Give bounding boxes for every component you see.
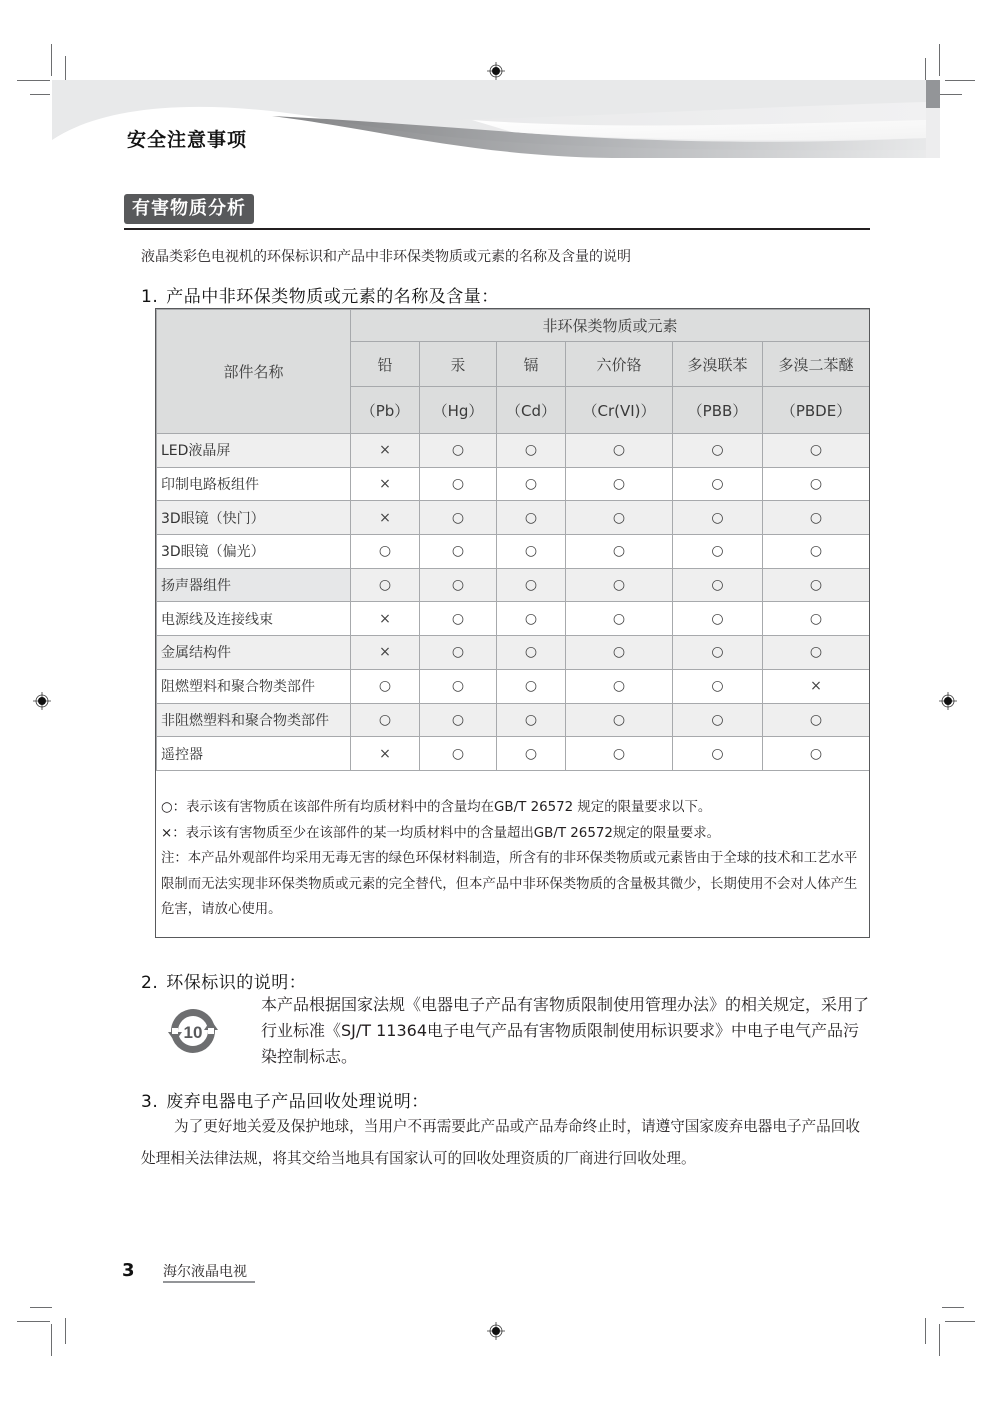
table-notes xyxy=(161,795,861,923)
environmental-protection-use-period-10-icon xyxy=(166,1008,220,1054)
crop-mark xyxy=(940,94,962,95)
value-cell: ○ xyxy=(763,501,870,535)
value-cell: ○ xyxy=(351,669,420,703)
crop-mark xyxy=(925,1318,926,1344)
part-name: 阻燃塑料和聚合物类部件 xyxy=(157,669,351,703)
value-cell: ○ xyxy=(673,602,763,636)
substance-name-cd: 镉 xyxy=(497,342,566,387)
value-cell: ○ xyxy=(566,501,673,535)
value-cell: ○ xyxy=(673,703,763,737)
substance-symbol-pbde: （PBDE） xyxy=(763,387,870,434)
value-cell: ○ xyxy=(673,501,763,535)
value-cell: ○ xyxy=(420,467,497,501)
section-title-tag: 有害物质分析 xyxy=(124,194,254,224)
crop-mark xyxy=(939,1324,940,1356)
page-header-title: 安全注意事项 xyxy=(127,129,248,151)
part3-number: 3. xyxy=(141,1092,159,1112)
table-row xyxy=(157,467,870,501)
note-remark: 注：本产品外观部件均采用无毒无害的绿色环保材料制造，所含有的非环保类物质或元素皆由于全球的技术和工艺水平限制而无法实现非环保类物质或元素的完全替代，但本产品中非环保类物质的含量极其微少，长期使用不会对人体产生危害，请放心使用。 xyxy=(161,851,858,917)
value-cell: ○ xyxy=(566,535,673,569)
value-cell: ○ xyxy=(497,602,566,636)
part-name: 遥控器 xyxy=(157,737,351,771)
value-cell: ○ xyxy=(420,703,497,737)
value-cell: ○ xyxy=(763,636,870,670)
crop-mark xyxy=(945,80,975,81)
value-cell: × xyxy=(763,669,870,703)
value-cell: ○ xyxy=(763,602,870,636)
table-row xyxy=(157,737,870,771)
part-name: LED液晶屏 xyxy=(157,434,351,468)
value-cell: ○ xyxy=(763,467,870,501)
table-row xyxy=(157,703,870,737)
note-cross-legend: ×：表示该有害物质至少在该部件的某一均质材料中的含量超出GB/T 26572规定的限量要求。 xyxy=(161,825,720,841)
value-cell: ○ xyxy=(420,602,497,636)
value-cell: ○ xyxy=(673,568,763,602)
substance-symbol-pb: （Pb） xyxy=(351,387,420,434)
substance-symbol-cr6: （Cr(VI)） xyxy=(566,387,673,434)
value-cell: ○ xyxy=(497,568,566,602)
part-name-header: 部件名称 xyxy=(157,310,351,434)
value-cell: ○ xyxy=(763,568,870,602)
value-cell: ○ xyxy=(497,434,566,468)
value-cell: ○ xyxy=(763,535,870,569)
value-cell: ○ xyxy=(420,434,497,468)
value-cell: ○ xyxy=(673,636,763,670)
value-cell: ○ xyxy=(420,535,497,569)
table-row xyxy=(157,568,870,602)
intro-text: 液晶类彩色电视机的环保标识和产品中非环保类物质或元素的名称及含量的说明 xyxy=(141,249,631,265)
part1-heading xyxy=(141,282,499,307)
crop-mark xyxy=(942,1307,964,1308)
value-cell: ○ xyxy=(566,434,673,468)
part3-heading-text: 废弃电器电子产品回收处理说明： xyxy=(166,1092,429,1112)
table-row xyxy=(157,535,870,569)
value-cell: × xyxy=(351,434,420,468)
registration-mark-icon xyxy=(939,692,957,710)
part-name: 扬声器组件 xyxy=(157,568,351,602)
value-cell: ○ xyxy=(351,535,420,569)
substance-symbol-pbb: （PBB） xyxy=(673,387,763,434)
value-cell: ○ xyxy=(497,535,566,569)
substance-name-pb: 铅 xyxy=(351,342,420,387)
page-number: 3 xyxy=(122,1260,135,1281)
part3-heading xyxy=(141,1087,429,1112)
value-cell: ○ xyxy=(497,501,566,535)
value-cell: ○ xyxy=(420,737,497,771)
part2-heading-text: 环保标识的说明： xyxy=(166,973,307,993)
substance-name-cr6: 六价铬 xyxy=(566,342,673,387)
substance-symbol-cd: （Cd） xyxy=(497,387,566,434)
value-cell: ○ xyxy=(497,669,566,703)
part-name: 3D眼镜（偏光） xyxy=(157,535,351,569)
hazardous-substances-table xyxy=(156,309,870,771)
part-name: 3D眼镜（快门） xyxy=(157,501,351,535)
crop-mark xyxy=(17,80,50,81)
part-name: 非阻燃塑料和聚合物类部件 xyxy=(157,703,351,737)
part2-heading xyxy=(141,968,306,993)
value-cell: ○ xyxy=(763,434,870,468)
table-row xyxy=(157,434,870,468)
value-cell: ○ xyxy=(566,703,673,737)
part2-body: 本产品根据国家法规《电器电子产品有害物质限制使用管理办法》的相关规定，采用了行业标准《SJ/T 11364电子电气产品有害物质限制使用标识要求》中电子电气产品污染控制标志。 xyxy=(261,995,870,1066)
value-cell: ○ xyxy=(566,636,673,670)
value-cell: ○ xyxy=(566,568,673,602)
value-cell: ○ xyxy=(673,737,763,771)
footer-underline xyxy=(163,1281,255,1283)
value-cell: ○ xyxy=(497,636,566,670)
table-row xyxy=(157,636,870,670)
value-cell: × xyxy=(351,467,420,501)
crop-mark xyxy=(51,1324,52,1356)
value-cell: ○ xyxy=(566,669,673,703)
value-cell: ○ xyxy=(420,568,497,602)
substances-group-header: 非环保类物质或元素 xyxy=(351,310,870,342)
value-cell: × xyxy=(351,636,420,670)
value-cell: ○ xyxy=(673,535,763,569)
crop-mark xyxy=(65,1318,66,1344)
value-cell: ○ xyxy=(763,737,870,771)
value-cell: × xyxy=(351,602,420,636)
table-row xyxy=(157,669,870,703)
registration-mark-icon xyxy=(487,62,505,80)
registration-mark-icon xyxy=(33,692,51,710)
substance-name-hg: 汞 xyxy=(420,342,497,387)
crop-mark xyxy=(945,1321,975,1322)
section-divider xyxy=(124,228,870,230)
crop-mark xyxy=(30,1307,52,1308)
svg-text:10: 10 xyxy=(183,1023,203,1042)
value-cell: ○ xyxy=(566,737,673,771)
substance-name-pbb: 多溴联苯 xyxy=(673,342,763,387)
value-cell: × xyxy=(351,501,420,535)
part-name: 金属结构件 xyxy=(157,636,351,670)
table-row xyxy=(157,501,870,535)
part-name: 电源线及连接线束 xyxy=(157,602,351,636)
value-cell: ○ xyxy=(673,434,763,468)
value-cell: ○ xyxy=(673,669,763,703)
part1-heading-text: 产品中非环保类物质或元素的名称及含量： xyxy=(166,287,499,307)
part2-number: 2. xyxy=(141,973,159,993)
value-cell: ○ xyxy=(497,737,566,771)
value-cell: ○ xyxy=(566,467,673,501)
value-cell: ○ xyxy=(351,568,420,602)
note-circle-legend: ○：表示该有害物质在该部件所有均质材料中的含量均在GB/T 26572 规定的限量要求以下。 xyxy=(161,800,712,815)
footer-title: 海尔液晶电视 xyxy=(163,1264,247,1280)
crop-mark xyxy=(30,94,50,95)
value-cell: ○ xyxy=(673,467,763,501)
part3-body: 为了更好地关爱及保护地球，当用户不再需要此产品或产品寿命终止时，请遵守国家废弃电器电子产品回收处理相关法律法规，将其交给当地具有国家认可的回收处理资质的厂商进行回收处理。 xyxy=(141,1118,860,1167)
substance-name-pbde: 多溴二苯醚 xyxy=(763,342,870,387)
value-cell: ○ xyxy=(497,703,566,737)
value-cell: × xyxy=(351,737,420,771)
crop-mark xyxy=(17,1321,50,1322)
value-cell: ○ xyxy=(566,602,673,636)
substance-symbol-hg: （Hg） xyxy=(420,387,497,434)
crop-mark xyxy=(939,44,940,76)
value-cell: ○ xyxy=(420,669,497,703)
crop-mark xyxy=(51,44,52,76)
registration-mark-icon xyxy=(487,1322,505,1340)
part-name: 印制电路板组件 xyxy=(157,467,351,501)
value-cell: ○ xyxy=(497,467,566,501)
value-cell: ○ xyxy=(763,703,870,737)
table-row xyxy=(157,602,870,636)
part1-number: 1. xyxy=(141,287,159,307)
value-cell: ○ xyxy=(420,501,497,535)
value-cell: ○ xyxy=(420,636,497,670)
value-cell: ○ xyxy=(351,703,420,737)
